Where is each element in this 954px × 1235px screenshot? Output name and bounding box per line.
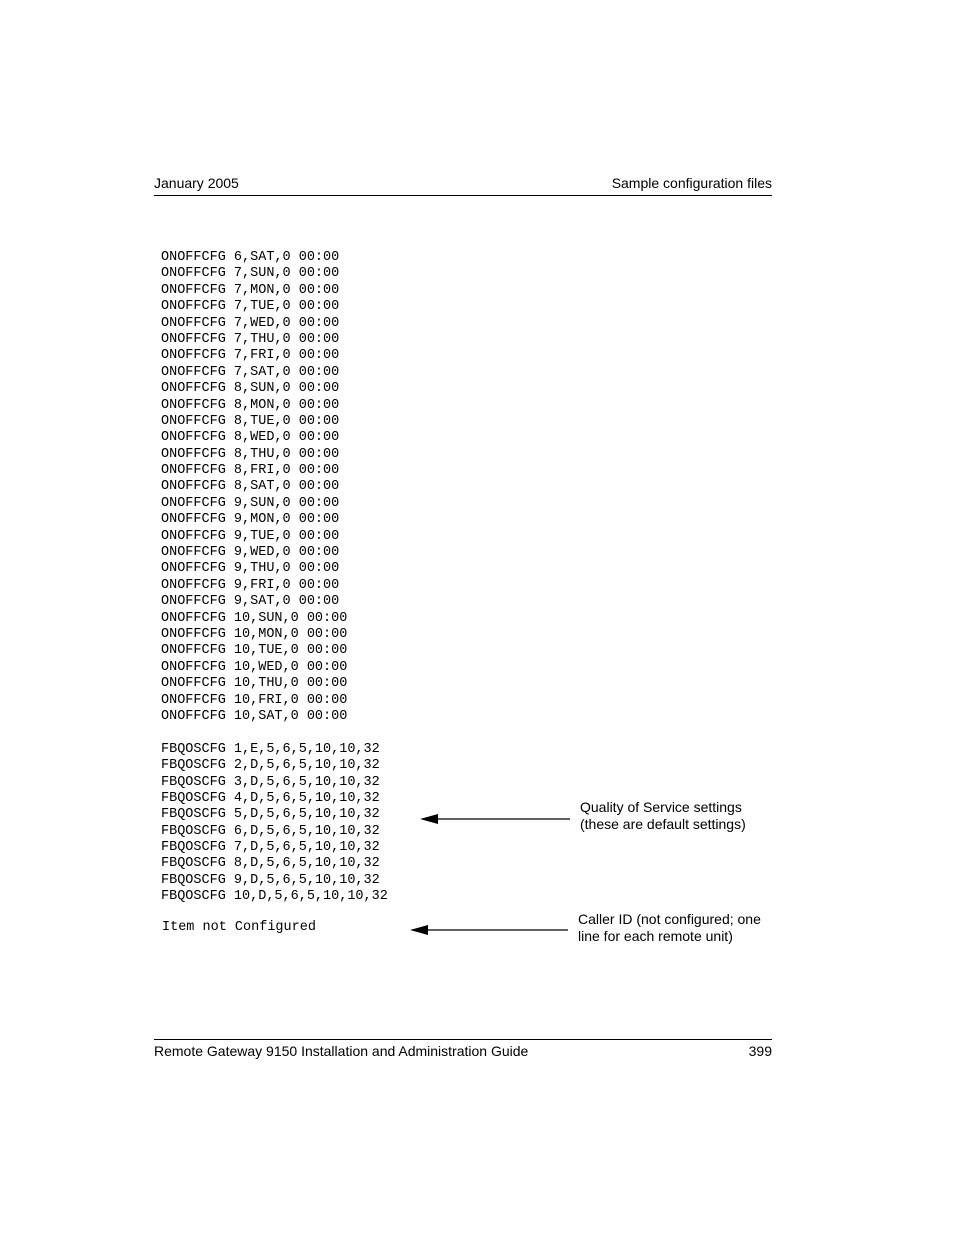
onoff-line: ONOFFCFG 10,FRI,0 00:00: [161, 692, 348, 708]
header-date: January 2005: [154, 175, 239, 191]
caller-id-annotation: [578, 911, 761, 945]
footer-guide-title: Remote Gateway 9150 Installation and Administration Guide: [154, 1043, 529, 1059]
qos-line: FBQOSCFG 1,E,5,6,5,10,10,32: [161, 741, 380, 757]
qos-line: FBQOSCFG 7,D,5,6,5,10,10,32: [161, 840, 380, 856]
onoff-line: ONOFFCFG 9,THU,0 00:00: [161, 561, 340, 577]
page-number: 399: [748, 1043, 772, 1059]
onoff-line: ONOFFCFG 7,SAT,0 00:00: [161, 364, 340, 380]
onoff-line: ONOFFCFG 7,TUE,0 00:00: [161, 299, 340, 315]
onoff-line: ONOFFCFG 7,FRI,0 00:00: [161, 348, 340, 364]
onoff-line: ONOFFCFG 7,SUN,0 00:00: [161, 266, 340, 282]
onoff-line: ONOFFCFG 10,SUN,0 00:00: [161, 610, 348, 626]
qos-annotation: [580, 799, 746, 833]
onoff-line: ONOFFCFG 10,THU,0 00:00: [161, 676, 348, 692]
onoff-line: ONOFFCFG 7,THU,0 00:00: [161, 331, 340, 347]
onoff-line: ONOFFCFG 9,SAT,0 00:00: [161, 594, 340, 610]
qos-line: FBQOSCFG 10,D,5,6,5,10,10,32: [161, 889, 388, 905]
onoff-line: ONOFFCFG 7,MON,0 00:00: [161, 282, 340, 298]
onoff-line: ONOFFCFG 8,TUE,0 00:00: [161, 413, 340, 429]
onoff-line: ONOFFCFG 9,TUE,0 00:00: [161, 528, 340, 544]
caller-id-annotation-line1: Caller ID (not configured; one: [578, 911, 761, 927]
onoff-line: ONOFFCFG 10,SAT,0 00:00: [161, 708, 348, 724]
qos-arrow-icon: [418, 810, 574, 828]
page-header: [154, 175, 772, 196]
blank-line: [161, 725, 388, 741]
onoff-line: ONOFFCFG 8,WED,0 00:00: [161, 430, 340, 446]
qos-line: FBQOSCFG 4,D,5,6,5,10,10,32: [161, 790, 380, 806]
header-section-title: Sample configuration files: [611, 175, 772, 191]
qos-line: FBQOSCFG 3,D,5,6,5,10,10,32: [161, 774, 380, 790]
page-footer: [154, 1039, 772, 1059]
onoff-line: ONOFFCFG 10,WED,0 00:00: [161, 659, 348, 675]
onoff-line: ONOFFCFG 10,TUE,0 00:00: [161, 643, 348, 659]
qos-annotation-line1: Quality of Service settings: [580, 799, 742, 815]
item-not-configured-line: Item not Configured: [162, 920, 316, 935]
onoff-line: ONOFFCFG 10,MON,0 00:00: [161, 626, 348, 642]
onoff-line: ONOFFCFG 8,FRI,0 00:00: [161, 463, 340, 479]
qos-line: FBQOSCFG 5,D,5,6,5,10,10,32: [161, 807, 380, 823]
onoff-line: ONOFFCFG 6,SAT,0 00:00: [161, 250, 340, 265]
config-code-block: [161, 250, 388, 906]
onoff-line: ONOFFCFG 9,FRI,0 00:00: [161, 577, 340, 593]
qos-line: FBQOSCFG 8,D,5,6,5,10,10,32: [161, 856, 380, 872]
onoff-line: ONOFFCFG 9,WED,0 00:00: [161, 545, 340, 561]
onoff-line: ONOFFCFG 9,MON,0 00:00: [161, 512, 340, 528]
qos-annotation-line2: (these are default settings): [580, 816, 746, 832]
caller-id-arrow-icon: [408, 921, 572, 939]
qos-line: FBQOSCFG 2,D,5,6,5,10,10,32: [161, 758, 380, 774]
caller-id-annotation-line2: line for each remote unit): [578, 928, 733, 944]
onoff-line: ONOFFCFG 8,SAT,0 00:00: [161, 479, 340, 495]
qos-line: FBQOSCFG 9,D,5,6,5,10,10,32: [161, 872, 380, 888]
onoff-line: ONOFFCFG 8,SUN,0 00:00: [161, 381, 340, 397]
onoff-line: ONOFFCFG 8,THU,0 00:00: [161, 446, 340, 462]
onoff-line: ONOFFCFG 8,MON,0 00:00: [161, 397, 340, 413]
onoff-line: ONOFFCFG 9,SUN,0 00:00: [161, 495, 340, 511]
qos-line: FBQOSCFG 6,D,5,6,5,10,10,32: [161, 823, 380, 839]
onoff-line: ONOFFCFG 7,WED,0 00:00: [161, 315, 340, 331]
